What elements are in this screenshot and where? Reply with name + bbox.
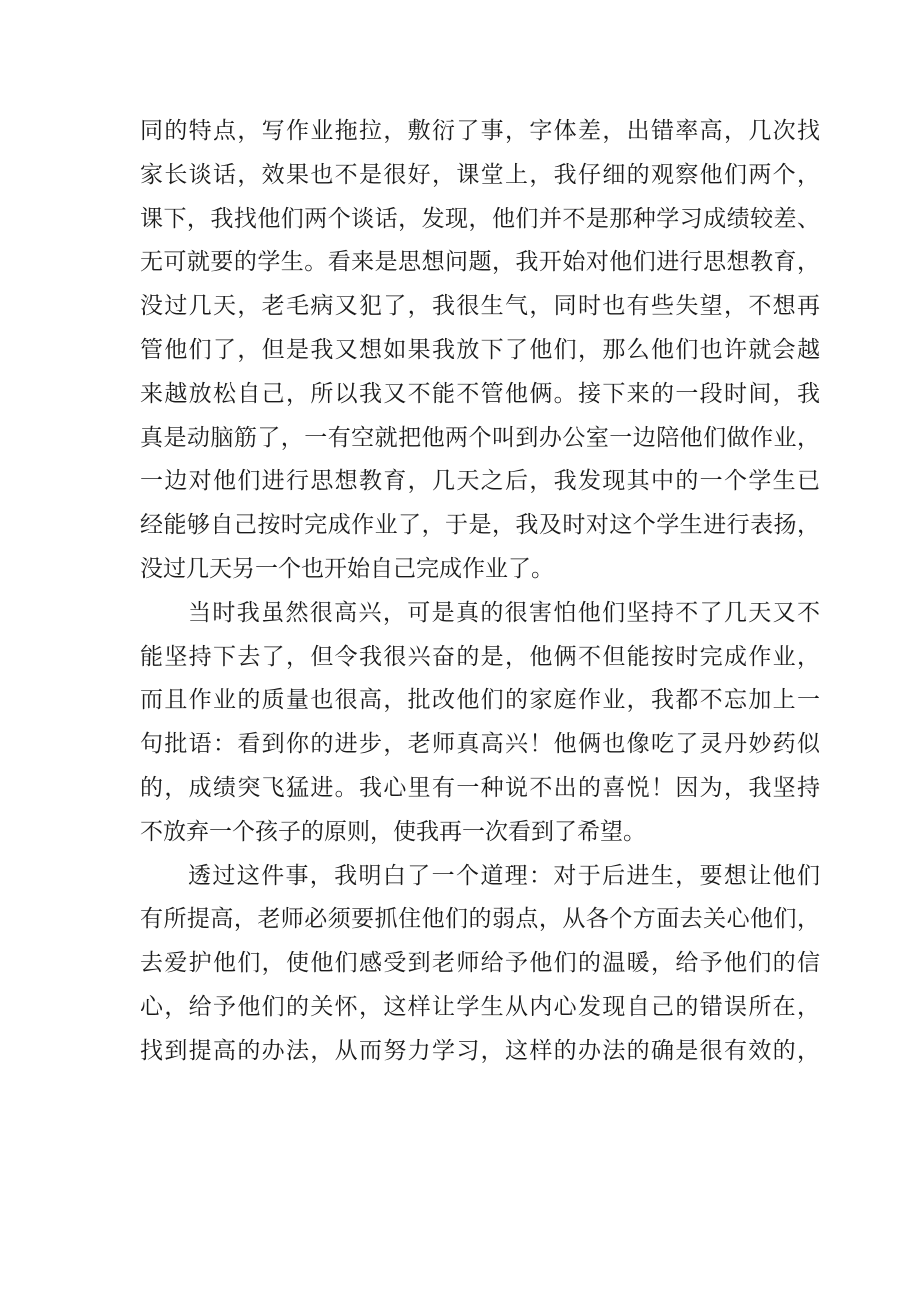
paragraph-2-line: 不放弃一个孩子的原则，使我再一次看到了希望。 — [140, 818, 646, 845]
paragraph-2-line: 句批语：看到你的进步，老师真高兴！他俩也像吃了灵丹妙药似 — [140, 731, 820, 758]
paragraph-1-line: 没过几天，老毛病又犯了，我很生气，同时也有些失望，不想再 — [140, 293, 820, 320]
paragraph-2-line: 能坚持下去了，但令我很兴奋的是，他俩不但能按时完成作业， — [140, 643, 820, 670]
paragraph-1-line: 经能够自己按时完成作业了，于是，我及时对这个学生进行表扬， — [140, 512, 820, 539]
paragraph-1-line: 来越放松自己，所以我又不能不管他俩。接下来的一段时间，我 — [140, 380, 820, 407]
paragraph-1-line: 课下，我找他们两个谈话，发现，他们并不是那种学习成绩较差、 — [140, 205, 820, 232]
paragraph-1-line: 家长谈话，效果也不是很好，课堂上，我仔细的观察他们两个， — [140, 161, 820, 188]
paragraph-1-line: 无可就要的学生。看来是思想问题，我开始对他们进行思想教育， — [140, 249, 820, 276]
paragraph-1-line: 没过几天另一个也开始自己完成作业了。 — [140, 555, 554, 582]
paragraph-3-line: 透过这件事，我明白了一个道理：对于后进生，要想让他们 — [188, 862, 820, 889]
paragraph-2-line: 而且作业的质量也很高，批改他们的家庭作业，我都不忘加上一 — [140, 687, 820, 714]
paragraph-3-line: 有所提高，老师必须要抓住他们的弱点，从各个方面去关心他们， — [140, 906, 820, 933]
document-body — [140, 110, 820, 1074]
paragraph-3-line: 找到提高的办法，从而努力学习，这样的办法的确是很有效的， — [140, 1037, 820, 1064]
paragraph-3-line: 去爱护他们，使他们感受到老师给予他们的温暖，给予他们的信 — [140, 950, 820, 977]
paragraph-1-line: 管他们了，但是我又想如果我放下了他们，那么他们也许就会越 — [140, 336, 820, 363]
paragraph-3-line: 心，给予他们的关怀，这样让学生从内心发现自己的错误所在， — [140, 993, 820, 1020]
paragraph-2-line: 当时我虽然很高兴，可是真的很害怕他们坚持不了几天又不 — [188, 599, 820, 626]
paragraph-2-line: 的，成绩突飞猛进。我心里有一种说不出的喜悦！因为，我坚持 — [140, 774, 820, 801]
paragraph-1-line: 真是动脑筋了，一有空就把他两个叫到办公室一边陪他们做作业， — [140, 424, 820, 451]
paragraph-1-line: 一边对他们进行思想教育，几天之后，我发现其中的一个学生已 — [140, 468, 820, 495]
paragraph-1-line: 同的特点，写作业拖拉，敷衍了事，字体差，出错率高，几次找 — [140, 118, 820, 144]
